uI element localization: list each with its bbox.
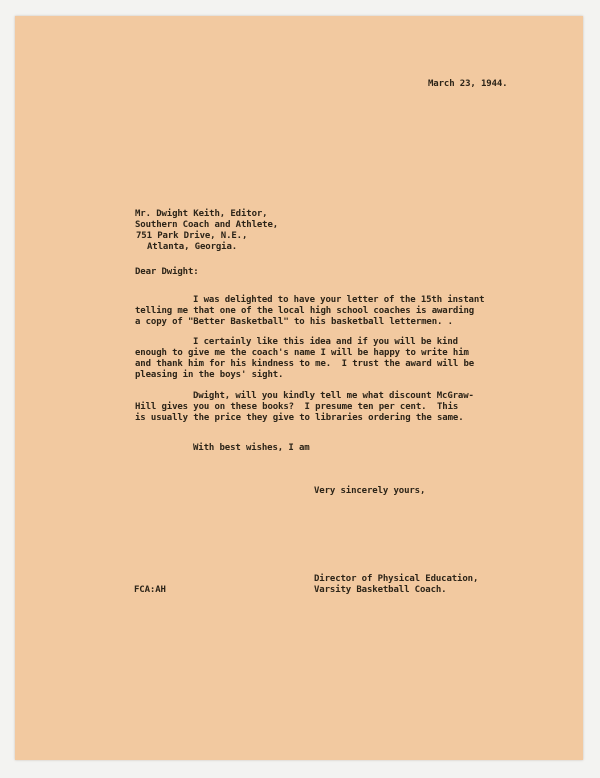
paragraph-line: enough to give me the coach's name I will be happy to write him [135,348,469,358]
paragraph-line: I was delighted to have your letter of the 15th instant [193,295,485,305]
reference-initials: FCA:AH [134,585,166,595]
salutation: Dear Dwight: [135,267,199,277]
paragraph-line: pleasing in the boys' sight. [135,370,284,380]
closing-wish: With best wishes, I am [193,443,310,453]
address-line: Mr. Dwight Keith, Editor, [135,209,268,219]
paragraph-line: is usually the price they give to libraries ordering the same. [135,413,464,423]
body-paragraph [135,295,484,328]
paragraph-line: and thank him for his kindness to me. I trust the award will be [135,359,475,369]
title-line: Varsity Basketball Coach. [314,585,447,595]
address-line: 751 Park Drive, N.E., [136,231,248,241]
paragraph-line: a copy of "Better Basketball" to his basketball lettermen. . [135,317,453,327]
paragraph-line: Hill gives you on these books? I presume ten per cent. This [135,402,459,412]
paragraph-line: Dwight, will you kindly tell me what discount McGraw- [193,391,474,401]
body-paragraph [135,337,474,381]
complimentary-close: Very sincerely yours, [314,486,426,496]
address-line: Southern Coach and Athlete, [135,220,279,230]
address-line: Atlanta, Georgia. [147,242,238,252]
title-line: Director of Physical Education, [314,574,479,584]
paragraph-line: I certainly like this idea and if you will be kind [193,337,458,347]
signature-title [314,574,478,596]
inside-address [135,209,278,253]
paragraph-line: telling me that one of the local high school coaches is awarding [135,306,475,316]
letter-date: March 23, 1944. [428,79,508,89]
letter-page [15,16,583,760]
body-paragraph [135,391,474,424]
